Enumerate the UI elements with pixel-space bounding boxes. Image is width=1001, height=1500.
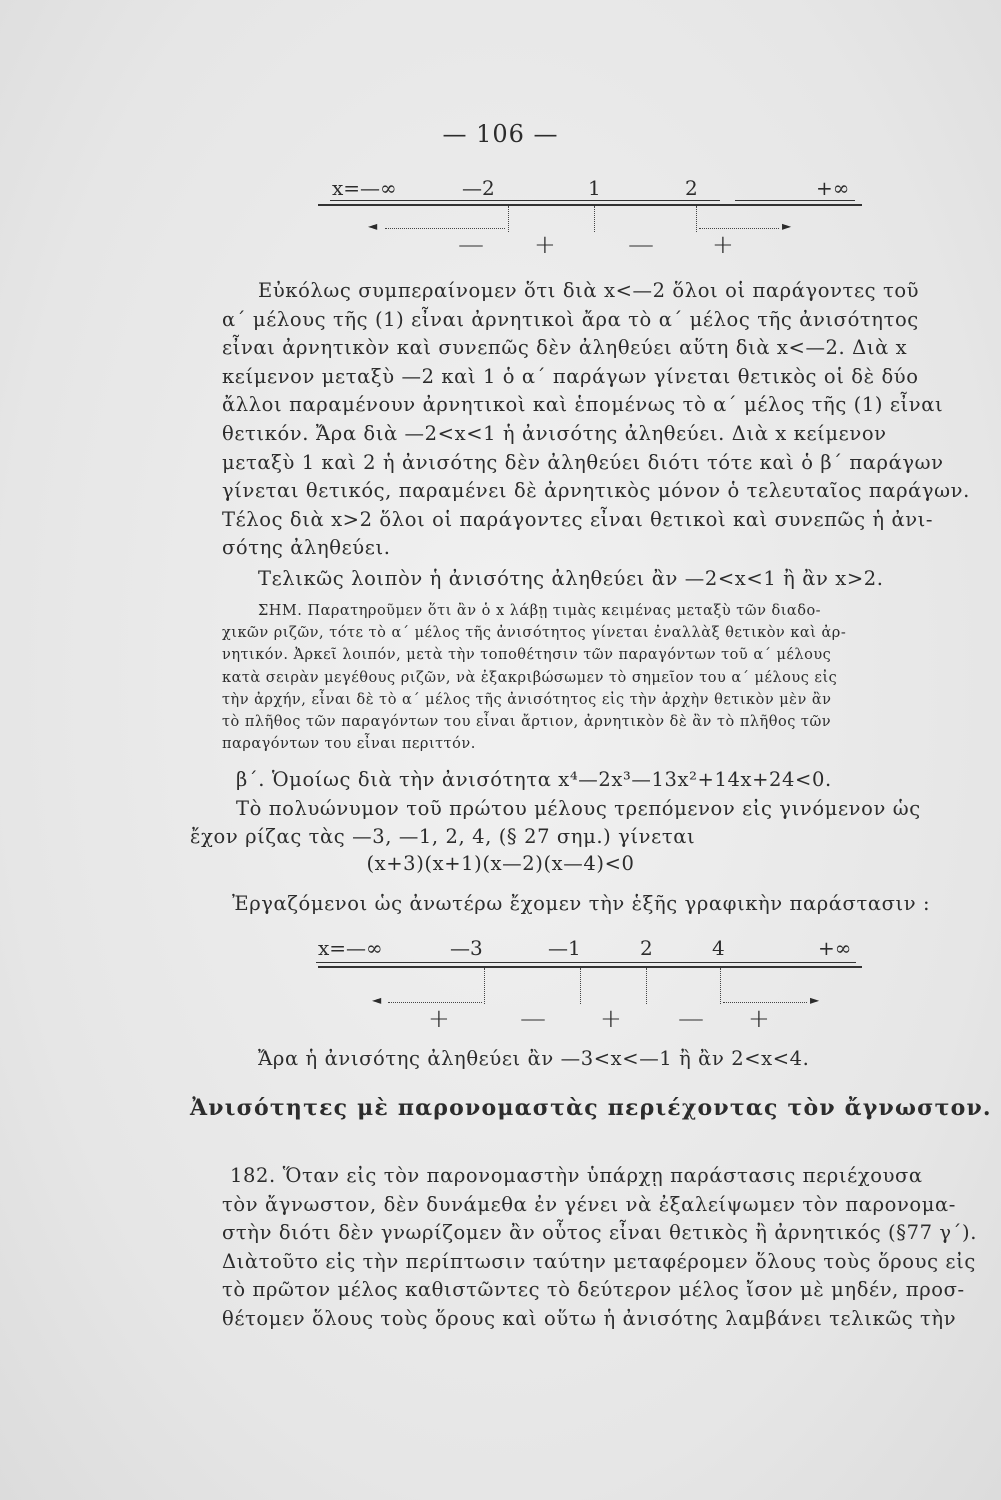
diagram1-tick [696, 206, 697, 232]
text-line: τὸν ἄγνωστον, δὲν δυνάμεθα ἐν γένει νὰ ἐξαλείψωμεν τὸν παρονομα- [222, 1192, 956, 1216]
text-line: μεταξὺ 1 καὶ 2 ἡ ἀνισότης δὲν ἀληθεύει διότι τότε καὶ ὁ β΄ παράγων [222, 450, 944, 474]
note-line: τὴν ἀρχήν, εἶναι δὲ τὸ α΄ μέλος τῆς ἀνισότητος εἰς τὴν ἀρχὴν θετικὸν μὲν ἂν [222, 691, 832, 708]
diagram2-sign: + [748, 1004, 770, 1034]
text-line: β΄. Ὁμοίως διὰ τὴν ἀνισότητα x⁴—2x³—13x²+14x+24<0. [236, 768, 832, 791]
diagram2-label-root: —1 [548, 936, 581, 960]
factored-inequality: (x+3)(x+1)(x—2)(x—4)<0 [366, 852, 635, 875]
text-line: εἶναι ἀρνητικὸν καὶ συνεπῶς δὲν ἀληθεύει αὕτη διὰ x<—2. Διὰ x [222, 336, 908, 360]
diagram2-label-root: —3 [450, 936, 483, 960]
diagram2-tick [580, 968, 581, 1004]
diagram1-label-root: 2 [685, 176, 698, 200]
diagram2-sign: + [428, 1004, 450, 1034]
diagram2-label-root: 4 [712, 936, 725, 960]
text-line: Τέλος διὰ x>2 ὅλοι οἱ παράγοντες εἶναι θετικοὶ καὶ συνεπῶς ἡ ἀνι- [222, 507, 934, 531]
diagram1-sign: + [534, 230, 556, 260]
diagram1-label-root: 1 [588, 176, 601, 200]
text-line: Τελικῶς λοιπὸν ἡ ἀνισότης ἀληθεύει ἂν —2<x<1 ἢ ἂν x>2. [258, 567, 884, 590]
section-heading: Ἀνισότητες μὲ παρονομαστὰς περιέχοντας τὸν ἄγνωστον. [190, 1095, 992, 1121]
diagram1-label-x: x=—∞ [332, 176, 397, 200]
paragraph-analysis [222, 277, 988, 563]
diagram1-label-underline [735, 200, 855, 201]
diagram2-label-inf: +∞ [818, 936, 852, 960]
conclusion-1 [222, 565, 988, 594]
diagram2-tick [484, 968, 485, 1004]
text-line: γίνεται θετικός, παραμένει δὲ ἀρνητικὸς μόνον ὁ τελευταῖος παράγων. [222, 479, 970, 503]
note-line: παραγόντων του εἶναι περιττόν. [222, 736, 476, 753]
text-line: κείμενον μεταξὺ —2 καὶ 1 ὁ α΄ παράγων γίνεται θετικὸς οἱ δὲ δύο [222, 364, 919, 388]
diagram1-sign: + [712, 230, 734, 260]
note-line: τὸ πλῆθος τῶν παραγόντων του εἶναι ἄρτιον, ἀρνητικὸν δὲ ἂν τὸ πλῆθος τῶν [222, 714, 832, 731]
text-line: Εὐκόλως συμπεραίνομεν ὅτι διὰ x<—2 ὅλοι οἱ παράγοντες τοῦ [258, 279, 920, 302]
diagram1-label-root: —2 [462, 176, 495, 200]
diagram1-sign: — [628, 230, 654, 260]
working-line [222, 890, 988, 919]
text-line: θετικόν. Ἄρα διὰ —2<x<1 ἡ ἀνισότης ἀληθεύει. Διὰ x κείμενον [222, 421, 887, 445]
diagram2-right-arrow-icon: ► [810, 993, 820, 1007]
paragraph-second-example [190, 766, 988, 852]
text-line: τὸ πρῶτον μέλος καθιστῶντες τὸ δεύτερον μέλος ἴσον μὲ μηδέν, προσ- [222, 1278, 965, 1302]
conclusion-2 [222, 1045, 988, 1074]
note-line: νητικόν. Ἀρκεῖ λοιπόν, μετὰ τὴν τοποθέτησιν τῶν παραγόντων τοῦ α΄ μέλους [222, 647, 832, 664]
diagram2-label-x: x=—∞ [318, 936, 383, 960]
text-line: Ἄρα ἡ ἀνισότης ἀληθεύει ἂν —3<x<—1 ἢ ἂν 2<x<4. [258, 1047, 810, 1070]
note-line: κατὰ σειρὰν μεγέθους ριζῶν, νὰ ἐξακριβώσωμεν τὸ σημεῖον του α΄ μέλους εἰς [222, 669, 838, 686]
diagram1-tick [594, 206, 595, 232]
diagram1-label-underline [330, 200, 720, 201]
diagram2-label-underline [316, 962, 856, 963]
note-line: χικῶν ριζῶν, τότε τὸ α΄ μέλος τῆς ἀνισότητος γίνεται ἐναλλὰξ θετικὸν καὶ ἀρ- [222, 625, 847, 642]
diagram2-sign: — [678, 1004, 704, 1034]
diagram2-sign: — [520, 1004, 546, 1034]
diagram2-left-arrow-icon: ◄ [372, 993, 382, 1007]
note-block [222, 600, 992, 755]
text-line: ἄλλοι παραμένουν ἀρνητικοὶ καὶ ἑπομένως τὸ α΄ μέλος τῆς (1) εἶναι [222, 393, 944, 417]
diagram1-tick [508, 206, 509, 232]
diagram1-right-arrow-icon: ► [782, 219, 792, 233]
text-line: στὴν διότι δὲν γνωρίζομεν ἂν οὗτος εἶναι θετικὸς ἢ ἀρνητικός (§77 γ΄). [222, 1221, 978, 1245]
text-line: ἔχον ρίζας τὰς —3, —1, 2, 4, (§ 27 σημ.) γίνεται [190, 825, 696, 849]
diagram2-sign: + [600, 1004, 622, 1034]
diagram2-left-dash [388, 1002, 482, 1003]
text-line: α΄ μέλους τῆς (1) εἶναι ἀρνητικοὶ ἄρα τὸ α΄ μέλος τῆς ἀνισότητος [222, 307, 919, 331]
text-line: Διὰτοῦτο εἰς τὴν περίπτωσιν ταύτην μεταφέρομεν ὅλους τοὺς ὅρους εἰς [222, 1249, 976, 1273]
text-line: 182. Ὅταν εἰς τὸν παρονομαστὴν ὑπάρχῃ παράστασις περιέχουσα [230, 1164, 923, 1187]
diagram1-sign: — [458, 230, 484, 260]
note-line: ΣΗΜ. Παρατηροῦμεν ὅτι ἂν ὁ x λάβῃ τιμὰς κειμένας μεταξὺ τῶν διαδο- [258, 603, 822, 619]
diagram2-tick [646, 968, 647, 1004]
page-number: — 106 — [442, 120, 559, 148]
text-line: θέτομεν ὅλους τοὺς ὅρους καὶ οὕτω ἡ ἀνισότης λαμβάνει τελικῶς τὴν [222, 1306, 957, 1330]
diagram2-label-root: 2 [640, 936, 653, 960]
diagram2-right-dash [723, 1002, 807, 1003]
text-line: Ἐργαζόμενοι ὡς ἀνωτέρω ἔχομεν τὴν ἑξῆς γραφικὴν παράστασιν : [232, 892, 931, 915]
diagram1-axis [318, 204, 862, 206]
diagram1-left-arrow-icon: ◄ [368, 219, 378, 233]
diagram1-right-dash [699, 228, 779, 229]
text-line: σότης ἀληθεύει. [222, 536, 391, 560]
diagram2-tick [720, 968, 721, 1004]
diagram1-left-dash [385, 228, 505, 229]
diagram2-axis [318, 966, 862, 968]
text-line: Τὸ πολυώνυμον τοῦ πρώτου μέλους τρεπόμενον εἰς γινόμενον ὡς [236, 796, 921, 820]
diagram1-label-inf: +∞ [816, 176, 850, 200]
paragraph-182 [222, 1162, 988, 1334]
